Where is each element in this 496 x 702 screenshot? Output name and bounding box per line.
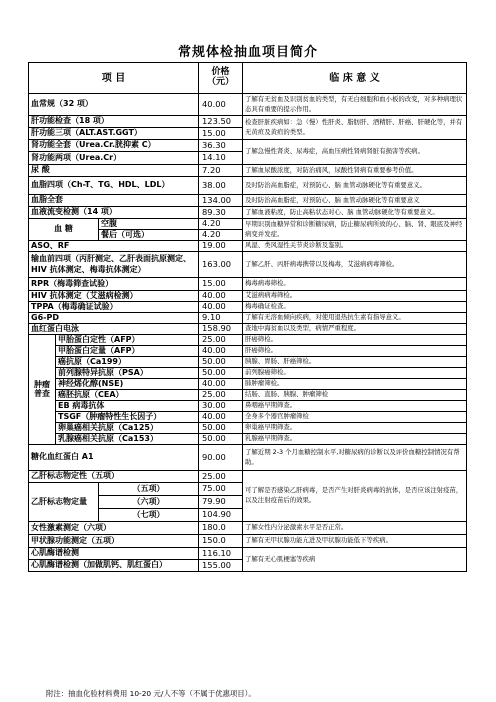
item-price: 14.10 [199,152,243,165]
table-row [29,207,467,219]
tumor-item-name: 癌抗原（Ca199） [56,357,199,368]
tumor-item-row [29,423,467,434]
item-meaning: 了解有无心肌梗塞等疾病 [243,548,467,572]
tumor-item-price: 40.00 [199,379,243,390]
footnote: 附注：抽血化验材料费用 10-20 元/人不等（不属于优惠项目）。 [46,689,256,698]
tumor-item-meaning: 结肠、直肠、胰腺、肿瘤筛检 [243,390,467,401]
item-price: 7.20 [199,165,243,177]
tumor-item-name: 神经烯化醇(NSE) [56,379,199,390]
tumor-item-price: 40.00 [199,412,243,423]
item-meaning: 梅毒确证检查。 [243,302,467,313]
item-name: RPR（梅毒筛查试验） [29,278,199,291]
item-price: 123.50 [199,116,243,128]
table-row [29,195,467,207]
tumor-item-name: 甲胎蛋白定量（AFP） [56,346,199,357]
item-meaning: 了解有无甲状腺功能亢进及甲状腺功能低下等疾病。 [243,535,467,548]
item-price: 15.00 [199,278,243,291]
table-row [29,278,467,291]
tumor-item-row [29,401,467,412]
tumor-item-meaning: 全身多个器官肿瘤筛检 [243,412,467,423]
item-name: TPPA（梅毒确证试验） [29,302,199,313]
tumor-group-label: 肿瘤普查 [29,335,56,445]
item-name: 血脂四项（Ch-T、TG、HDL、LDL） [29,177,199,195]
header-price: 价格（元） [199,63,243,94]
item-meaning: 了解急慢性肾炎、尿毒症，高血压病性肾病肾脏有损害等疾病。 [243,140,467,165]
item-name: 肝功能三项（ALT.AST.GGT） [29,128,199,140]
group-label: 乙肝标志物定量 [29,483,99,522]
tumor-item-price: 50.00 [199,423,243,434]
sub-item-name: 空腹 [99,219,199,230]
item-price: 19.00 [199,241,243,252]
header-item: 项 目 [29,63,199,94]
sub-item-name: （五项） [99,483,199,496]
tumor-item-name: 前列腺特异抗原（PSA） [56,368,199,379]
table-row [29,548,467,560]
tumor-item-name: 甲胎蛋白定性（AFP） [56,335,199,346]
sub-item-name: 餐后（可选） [99,230,199,241]
item-price: 116.10 [199,548,243,560]
tumor-item-meaning: 卵巢癌早期筛查。 [243,423,467,434]
tumor-item-name: 乳腺癌相关抗原（Ca153） [56,434,199,445]
tumor-item-meaning: 肺肿瘤筛检。 [243,379,467,390]
item-price: 75.00 [199,483,243,496]
item-price: 40.00 [199,94,243,116]
table-row [29,165,467,177]
item-name: 尿 酸 [29,165,199,177]
item-meaning: 及时防治高血脂症，对预防心、脑 血管动脉硬化等有重要意义。 [243,177,467,195]
item-price: 150.0 [199,535,243,548]
tumor-screening-group [29,335,467,445]
item-meaning: 了解血液粘度，防止高粘状态对心、脑 血管动脉硬化等有重要意义。 [243,207,467,219]
item-meaning: 可了解是否感染乙肝病毒，是否产生对肝炎病毒的抗体，是否应该注射疫苗，以及注射疫苗后的效果。 [243,471,467,522]
item-name: HIV 抗体测定（艾滋病检测） [29,291,199,302]
item-meaning: 及时防治高血脂症，对预防心、脑 血管动脉硬化等有重要意义 [243,195,467,207]
tumor-item-row [29,434,467,445]
item-meaning: 了解有无溶血倾向疾病，对使用退热抗生素有指导意义。 [243,313,467,324]
item-meaning: 了解血尿酸浓度，对防治痛风，尿酸性肾病有重要参考价值。 [243,165,467,177]
sub-item-name: （七项） [99,509,199,522]
tumor-item-meaning: 胰腺、胃肠、肝癌筛检。 [243,357,467,368]
tumor-item-price: 40.00 [199,346,243,357]
tumor-item-row [29,390,467,401]
tumor-item-name: EB 病毒抗体 [56,401,199,412]
tumor-item-name: TSGF（肿瘤特性生长因子） [56,412,199,423]
tumor-item-meaning: 肝癌筛检。 [243,335,467,346]
item-name: 心肌酶谱检测（加做肌钙、肌红蛋白） [29,560,199,572]
table-header [29,63,467,94]
item-price: 25.00 [199,471,243,483]
group-label: 血 糖 [29,219,99,241]
tumor-item-row [29,357,467,368]
item-meaning: 艾滋病病毒筛检。 [243,291,467,302]
item-name: 肾功能两项（Urea.Cr） [29,152,199,165]
item-name: 女性激素测定（六项） [29,522,199,535]
item-name: 肾功能全套（Urea.Cr.胱抑素 C） [29,140,199,152]
item-price: 40.00 [199,291,243,302]
table-row [29,241,467,252]
item-price: 155.00 [199,560,243,572]
item-meaning: 梅毒病毒筛检。 [243,278,467,291]
item-name: 心肌酶谱检测 [29,548,199,560]
tumor-item-row [29,368,467,379]
table-row [29,324,467,335]
item-meaning: 查地中海贫血以及类型，病情严重程度。 [243,324,467,335]
item-price: 104.90 [199,509,243,522]
item-name: 输血前四项（丙肝测定、乙肝表面抗原测定、HIV 抗体测定、梅毒抗体测定） [29,252,199,278]
tumor-item-price: 25.00 [199,335,243,346]
item-price: 9.10 [199,313,243,324]
item-meaning: 风湿、类风湿性关节炎诊断及鉴别。 [243,241,467,252]
item-meaning: 了解乙肝、丙肝病毒携带以及梅毒，艾滋病病毒筛检。 [243,252,467,278]
item-meaning: 早期识别血糖异常和诊断糖尿病，防止糖尿病所致的心、脑、肾、眼底及神经病变并发症。 [243,219,467,241]
item-price: 158.90 [199,324,243,335]
item-name: 血液流变检测（14 项） [29,207,199,219]
tumor-item-meaning: 前列腺癌筛检。 [243,368,467,379]
item-name: 糖化血红蛋白 A1 [29,445,199,471]
tumor-item-row [29,379,467,390]
tumor-item-name: 癌胚抗原（CEA） [56,390,199,401]
item-meaning: 检查肝脏疾病如：急（慢）性肝炎、脂肪肝、酒精肝、肝癌、肝硬化等，并有无黄疸及黄疸的类型。 [243,116,467,140]
tumor-item-price: 30.00 [199,401,243,412]
exam-table [28,62,467,572]
item-price: 89.30 [199,207,243,219]
table-row [29,302,467,313]
tumor-item-meaning: 乳腺癌早期筛查。 [243,434,467,445]
item-price: 4.20 [199,230,243,241]
item-price: 163.00 [199,252,243,278]
item-price: 15.00 [199,128,243,140]
item-name: 血红蛋白电泳 [29,324,199,335]
item-price: 38.00 [199,177,243,195]
item-name: 甲状腺功能测定（五项） [29,535,199,548]
table-row [29,535,467,548]
table-row [29,140,467,152]
tumor-item-meaning: 鼻咽癌早期筛查。 [243,401,467,412]
tumor-item-name: 卵巢癌相关抗原（Ca125） [56,423,199,434]
table-row [29,471,467,483]
tumor-item-row [29,346,467,357]
item-price: 180.0 [199,522,243,535]
table-row [29,313,467,324]
header-meaning: 临 床 意 义 [243,63,467,94]
tumor-item-price: 25.00 [199,390,243,401]
item-name: 血常规（32 项） [29,94,199,116]
item-price: 90.00 [199,445,243,471]
table-row [29,291,467,302]
table-row [29,177,467,195]
page-title: 常规体检抽血项目简介 [177,45,318,60]
tumor-item-row [29,335,467,346]
item-meaning: 了解近期 2-3 个月血糖控制水平,对糖尿病的诊断以及评价血糖控制情况有帮助。 [243,445,467,471]
table-row [29,522,467,535]
item-name: G6-PD [29,313,199,324]
table-row [29,219,467,230]
tumor-item-meaning: 肝癌筛检。 [243,346,467,357]
item-meaning: 了解有无贫血及识别贫血的类型，有无白细胞和血小板的改变，对多种病理状态具有重要的提示作用。 [243,94,467,116]
tumor-item-price: 50.00 [199,368,243,379]
table-row [29,252,467,278]
tumor-item-price: 50.00 [199,357,243,368]
table-row [29,116,467,128]
item-meaning: 了解女性内分泌激素水平是否正常。 [243,522,467,535]
item-price: 79.90 [199,496,243,509]
item-name: ASO、RF [29,241,199,252]
item-price: 134.00 [199,195,243,207]
table-row [29,445,467,471]
item-name: 血脂全套 [29,195,199,207]
sub-item-name: （六项） [99,496,199,509]
tumor-item-row [29,412,467,423]
item-name: 肝功能检查（18 项） [29,116,199,128]
table-row [29,94,467,116]
item-name: 乙肝标志物定性（五项） [29,471,199,483]
item-price: 4.20 [199,219,243,230]
item-price: 36.30 [199,140,243,152]
item-price: 40.00 [199,302,243,313]
tumor-item-price: 50.00 [199,434,243,445]
